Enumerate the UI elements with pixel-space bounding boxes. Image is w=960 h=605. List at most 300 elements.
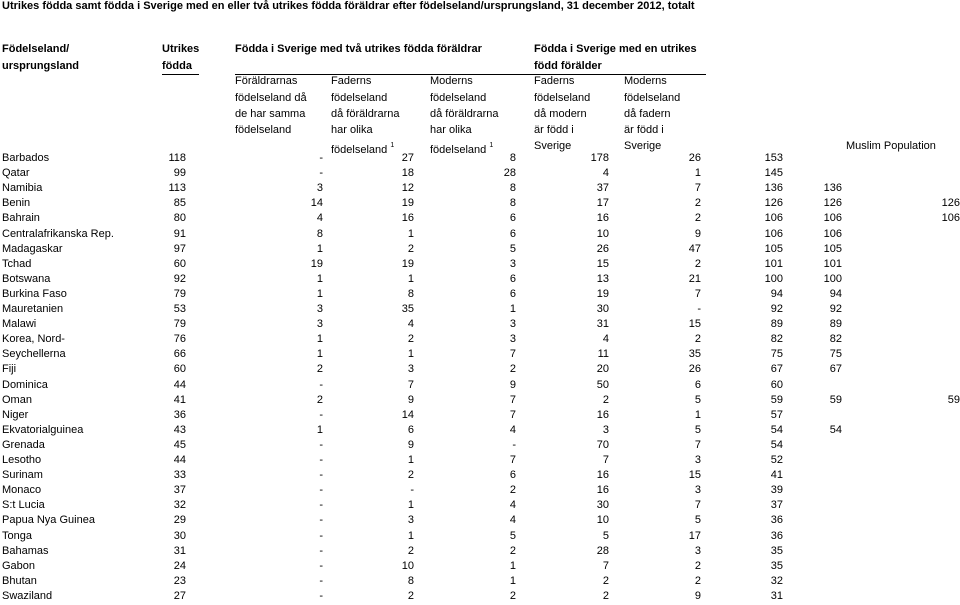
table-cell: 29 [173, 514, 186, 527]
table-cell: - [319, 152, 323, 164]
table-row [0, 332, 960, 347]
table-cell: 54 [829, 423, 842, 436]
footnote-mark: 1 [489, 142, 494, 149]
table-cell: 60 [173, 363, 186, 376]
table-cell: 31 [770, 589, 783, 602]
table-cell: - [319, 167, 323, 180]
table-cell: 33 [173, 469, 186, 482]
country-name: Fiji [2, 363, 17, 376]
table-cell: 2 [509, 484, 516, 497]
table-cell: 16 [596, 212, 609, 225]
table-cell: 6 [694, 378, 701, 391]
header-group-one-parent-line1: Födda i Sverige med en utrikes [534, 43, 697, 55]
table-cell: 66 [173, 348, 186, 361]
table-cell: 8 [509, 152, 516, 164]
table-cell: 3 [407, 363, 414, 376]
table-cell: 105 [823, 242, 842, 255]
table-cell: 1 [316, 272, 323, 285]
table-cell: 57 [770, 408, 783, 421]
table-cell: - [319, 454, 323, 466]
table-cell: 178 [590, 152, 609, 164]
table-cell: - [319, 529, 323, 542]
table-cell: 10 [596, 514, 609, 527]
country-name: Burkina Faso [2, 287, 67, 300]
table-cell: 28 [503, 167, 516, 180]
table-cell: 43 [173, 423, 186, 436]
table-cell: 60 [173, 257, 186, 270]
table-cell: 47 [688, 242, 701, 255]
table-row [0, 257, 960, 272]
table-cell: 6 [509, 212, 516, 225]
header-underline-foreign [162, 74, 199, 75]
table-cell: 16 [401, 212, 414, 225]
country-name: Centralafrikanska Rep. [2, 227, 114, 240]
table-cell: 6 [509, 287, 516, 300]
table-cell: 19 [401, 257, 414, 270]
table-cell: - [319, 408, 323, 421]
table-cell: - [319, 469, 323, 482]
table-cell: 30 [596, 303, 609, 315]
table-cell: 2 [407, 469, 414, 482]
table-cell: 2 [694, 559, 701, 572]
country-name: Surinam [2, 469, 43, 482]
table-cell: 30 [173, 529, 186, 542]
table-cell: 92 [829, 303, 842, 315]
table-cell: 75 [829, 348, 842, 361]
table-row [0, 544, 960, 559]
table-cell: 35 [770, 559, 783, 572]
table-row [0, 483, 960, 498]
table-cell: 1 [316, 423, 323, 436]
table-cell: 7 [509, 454, 516, 466]
table-row [0, 211, 960, 226]
table-cell: 7 [694, 499, 701, 512]
table-cell: 70 [596, 438, 609, 451]
table-cell: 106 [764, 212, 783, 225]
table-cell: 54 [770, 438, 783, 451]
table-cell: 39 [770, 484, 783, 497]
table-cell: 16 [596, 408, 609, 421]
table-cell: 3 [509, 333, 516, 346]
table-cell: 37 [173, 484, 186, 497]
country-name: Barbados [2, 152, 50, 164]
table-cell: 85 [173, 197, 186, 210]
country-name: Namibia [2, 182, 43, 195]
table-cell: 113 [168, 182, 186, 195]
country-name: Tonga [2, 529, 32, 542]
table-cell: 12 [401, 182, 414, 195]
table-cell: 126 [941, 197, 960, 210]
table-cell: 1 [509, 559, 516, 572]
table-cell: 4 [407, 318, 414, 331]
table-cell: 26 [688, 363, 701, 376]
table-row [0, 529, 960, 544]
country-name: Gabon [2, 559, 36, 572]
header-group-one-parent-line2: född förälder [534, 60, 602, 72]
table-cell: 2 [694, 257, 701, 270]
page-title: Utrikes födda samt födda i Sverige med en eller två utrikes födda föräldrar efter födelseland/ursprungsland, 31 december 2012, totalt [2, 0, 695, 12]
header-foreign-born-line2: födda [162, 60, 192, 72]
table-cell: 3 [694, 484, 701, 497]
table-cell: 91 [173, 227, 186, 240]
table-cell: 5 [509, 529, 516, 542]
table-cell: 94 [770, 287, 783, 300]
table-cell: 36 [770, 514, 783, 527]
country-name: Seychellerna [2, 348, 66, 361]
country-name: Mauretanien [2, 303, 64, 315]
table-row [0, 287, 960, 302]
header-country-line1: Födelseland/ [2, 43, 70, 55]
table-cell: 3 [509, 257, 516, 270]
table-cell: 2 [694, 197, 701, 210]
table-cell: 3 [694, 544, 701, 557]
country-name: Monaco [2, 484, 42, 497]
table-cell: 27 [173, 589, 186, 602]
table-cell: 1 [694, 408, 701, 421]
table-cell: 118 [168, 152, 186, 164]
country-name: Korea, Nord- [2, 333, 65, 346]
country-name: Dominica [2, 378, 48, 391]
header-muslim-population: Muslim Population [846, 140, 936, 152]
table-cell: 27 [401, 152, 414, 164]
table-cell: 8 [509, 182, 516, 195]
table-cell: 10 [596, 227, 609, 240]
table-cell: 41 [770, 469, 783, 482]
table-cell: 15 [596, 257, 609, 270]
table-cell: 10 [401, 559, 414, 572]
table-cell: 126 [764, 197, 783, 210]
table-cell: 3 [694, 454, 701, 466]
table-cell: 1 [407, 348, 414, 361]
table-cell: 1 [316, 333, 323, 346]
table-cell: 7 [694, 182, 701, 195]
table-row [0, 151, 960, 166]
table-cell: 26 [688, 152, 701, 164]
table-cell: - [319, 544, 323, 557]
table-cell: 45 [173, 438, 186, 451]
table-cell: 92 [173, 272, 186, 285]
table-cell: 4 [509, 514, 516, 527]
country-name: Botswana [2, 272, 51, 285]
table-cell: 101 [764, 257, 783, 270]
table-cell: 3 [407, 514, 414, 527]
country-name: Bahamas [2, 544, 49, 557]
table-cell: 6 [509, 272, 516, 285]
table-cell: 7 [407, 378, 414, 391]
footnote-mark: 1 [390, 142, 395, 149]
table-row [0, 227, 960, 242]
table-cell: 101 [823, 257, 842, 270]
table-cell: 3 [316, 318, 323, 331]
table-cell: 41 [173, 393, 186, 406]
table-cell: 3 [316, 303, 323, 315]
table-cell: 44 [173, 378, 186, 391]
table-row [0, 196, 960, 211]
table-cell: - [410, 484, 414, 497]
table-cell: 2 [509, 544, 516, 557]
table-cell: 21 [688, 272, 701, 285]
table-row [0, 166, 960, 181]
table-cell: 2 [694, 333, 701, 346]
table-row [0, 468, 960, 483]
table-cell: 32 [770, 574, 783, 587]
table-cell: 1 [407, 227, 414, 240]
country-name: Malawi [2, 318, 37, 331]
table-cell: 5 [602, 529, 609, 542]
table-row [0, 181, 960, 196]
table-cell: 4 [602, 333, 609, 346]
table-cell: 9 [509, 378, 516, 391]
table-cell: - [319, 514, 323, 527]
table-cell: 5 [509, 242, 516, 255]
table-cell: 59 [770, 393, 783, 406]
table-cell: 11 [597, 348, 609, 361]
table-cell: 1 [407, 529, 414, 542]
table-row [0, 559, 960, 574]
table-cell: 2 [407, 544, 414, 557]
table-cell: 19 [401, 197, 414, 210]
table-cell: 35 [401, 303, 414, 315]
table-cell: 82 [770, 333, 783, 346]
header-country-line2: ursprungsland [2, 60, 80, 72]
header-group-two-parents: Födda i Sverige med två utrikes födda föräldrar [235, 43, 482, 55]
table-cell: 75 [770, 348, 783, 361]
table-cell: 13 [596, 272, 609, 285]
table-cell: 2 [407, 242, 414, 255]
table-cell: 9 [407, 438, 414, 451]
table-cell: 153 [764, 152, 783, 164]
table-cell: 16 [596, 469, 609, 482]
table-cell: 8 [407, 574, 414, 587]
table-cell: 3 [602, 423, 609, 436]
country-name: Madagaskar [2, 242, 63, 255]
table-cell: 9 [694, 589, 701, 602]
table-cell: 18 [401, 167, 414, 180]
table-cell: 5 [694, 423, 701, 436]
table-cell: 97 [173, 242, 186, 255]
table-cell: 14 [310, 197, 323, 210]
table-row [0, 378, 960, 393]
header-foreign-born-line1: Utrikes [162, 43, 200, 55]
table-row [0, 453, 960, 468]
table-cell: 106 [823, 227, 842, 240]
table-cell: 2 [602, 574, 609, 587]
table-row [0, 574, 960, 589]
table-cell: 1 [407, 454, 414, 466]
table-cell: 2 [316, 393, 323, 406]
table-cell: 80 [173, 212, 186, 225]
table-row [0, 408, 960, 423]
table-cell: 19 [596, 287, 609, 300]
table-cell: 37 [596, 182, 609, 195]
table-cell: 67 [770, 363, 783, 376]
country-name: Swaziland [2, 589, 53, 602]
table-cell: 59 [829, 393, 842, 406]
table-cell: 99 [173, 167, 186, 180]
table-cell: 7 [694, 287, 701, 300]
table-cell: 32 [173, 499, 186, 512]
table-cell: 8 [316, 227, 323, 240]
table-cell: 94 [829, 287, 842, 300]
table-cell: 7 [509, 408, 516, 421]
table-cell: 2 [602, 589, 609, 602]
table-cell: - [697, 303, 701, 315]
table-cell: 67 [829, 363, 842, 376]
table-cell: 2 [694, 212, 701, 225]
table-cell: 4 [602, 167, 609, 180]
table-cell: 7 [509, 348, 516, 361]
table-cell: 26 [596, 242, 609, 255]
country-name: Lesotho [2, 454, 42, 466]
table-cell: 35 [770, 544, 783, 557]
table-cell: 79 [173, 287, 186, 300]
table-cell: 9 [407, 393, 414, 406]
table-cell: 92 [770, 303, 783, 315]
table-cell: 24 [173, 559, 186, 572]
table-cell: 1 [407, 272, 414, 285]
table-cell: 1 [509, 574, 516, 587]
table-cell: 1 [316, 287, 323, 300]
table-cell: - [319, 499, 323, 512]
table-cell: 2 [316, 363, 323, 376]
table-cell: 44 [173, 454, 186, 466]
table-row [0, 272, 960, 287]
table-cell: 5 [694, 514, 701, 527]
table-cell: 105 [764, 242, 783, 255]
table-row [0, 513, 960, 528]
table-cell: 35 [688, 348, 701, 361]
table-cell: 136 [764, 182, 783, 195]
table-cell: 28 [596, 544, 609, 557]
table-cell: 7 [509, 393, 516, 406]
country-name: Grenada [2, 438, 45, 451]
table-cell: 31 [596, 318, 609, 331]
table-row [0, 498, 960, 513]
table-cell: 16 [596, 484, 609, 497]
table-cell: 53 [173, 303, 186, 315]
table-cell: 145 [764, 167, 783, 180]
table-row [0, 362, 960, 377]
table-cell: 76 [173, 333, 186, 346]
table-cell: 14 [401, 408, 414, 421]
table-cell: 6 [407, 423, 414, 436]
table-cell: 15 [688, 469, 701, 482]
table-cell: 1 [694, 167, 701, 180]
table-cell: 37 [770, 499, 783, 512]
table-cell: - [319, 589, 323, 602]
country-name: Benin [2, 197, 31, 210]
country-name: Tchad [2, 257, 32, 270]
table-cell: 19 [310, 257, 323, 270]
table-cell: 31 [173, 544, 186, 557]
table-cell: 4 [316, 212, 323, 225]
table-cell: - [319, 484, 323, 497]
table-cell: 8 [407, 287, 414, 300]
table-cell: 6 [509, 469, 516, 482]
table-cell: 17 [596, 197, 609, 210]
table-cell: 6 [509, 227, 516, 240]
country-name: Niger [2, 408, 29, 421]
table-cell: 60 [770, 378, 783, 391]
country-name: Bhutan [2, 574, 37, 587]
table-row [0, 317, 960, 332]
table-row [0, 589, 960, 604]
table-cell: 2 [694, 574, 701, 587]
table-cell: 52 [770, 454, 783, 466]
table-cell: 136 [823, 182, 842, 195]
table-cell: 23 [173, 574, 186, 587]
table-cell: 7 [694, 438, 701, 451]
country-name: Ekvatorialguinea [2, 423, 84, 436]
table-row [0, 423, 960, 438]
table-cell: 7 [602, 559, 609, 572]
table-cell: 126 [823, 197, 842, 210]
country-name: Oman [2, 393, 32, 406]
table-cell: - [512, 438, 516, 451]
table-cell: 50 [596, 378, 609, 391]
table-cell: 8 [509, 197, 516, 210]
table-cell: - [319, 574, 323, 587]
table-cell: 106 [764, 227, 783, 240]
table-cell: 100 [764, 272, 783, 285]
table-cell: 17 [688, 529, 701, 542]
table-cell: 106 [941, 212, 960, 225]
table-cell: 82 [829, 333, 842, 346]
table-cell: 106 [823, 212, 842, 225]
table-cell: 4 [509, 423, 516, 436]
table-cell: 89 [770, 318, 783, 331]
country-name: S:t Lucia [2, 499, 45, 512]
table-cell: 20 [596, 363, 609, 376]
table-cell: 4 [509, 499, 516, 512]
country-name: Qatar [2, 167, 30, 180]
table-cell: 15 [688, 318, 701, 331]
table-cell: 2 [602, 393, 609, 406]
table-cell: 54 [770, 423, 783, 436]
table-cell: 100 [823, 272, 842, 285]
table-cell: 7 [602, 454, 609, 466]
table-cell: 59 [947, 393, 960, 406]
table-row [0, 393, 960, 408]
table-cell: 89 [829, 318, 842, 331]
table-cell: 1 [509, 303, 516, 315]
table-cell: 2 [407, 333, 414, 346]
table-cell: 1 [407, 499, 414, 512]
table-cell: 79 [173, 318, 186, 331]
table-cell: 2 [407, 589, 414, 602]
table-cell: 3 [316, 182, 323, 195]
table-row [0, 302, 960, 317]
table-cell: 36 [770, 529, 783, 542]
table-cell: 30 [596, 499, 609, 512]
table-cell: - [319, 438, 323, 451]
country-name: Bahrain [2, 212, 40, 225]
table-cell: 1 [316, 348, 323, 361]
table-cell: 3 [509, 318, 516, 331]
table-cell: - [319, 378, 323, 391]
table-cell: - [319, 559, 323, 572]
table-row [0, 347, 960, 362]
table-cell: 2 [509, 589, 516, 602]
table-cell: 5 [694, 393, 701, 406]
table-cell: 9 [694, 227, 701, 240]
table-row [0, 242, 960, 257]
table-cell: 36 [173, 408, 186, 421]
table-row [0, 438, 960, 453]
table-cell: 2 [509, 363, 516, 376]
table-cell: 1 [316, 242, 323, 255]
country-name: Papua Nya Guinea [2, 514, 95, 527]
